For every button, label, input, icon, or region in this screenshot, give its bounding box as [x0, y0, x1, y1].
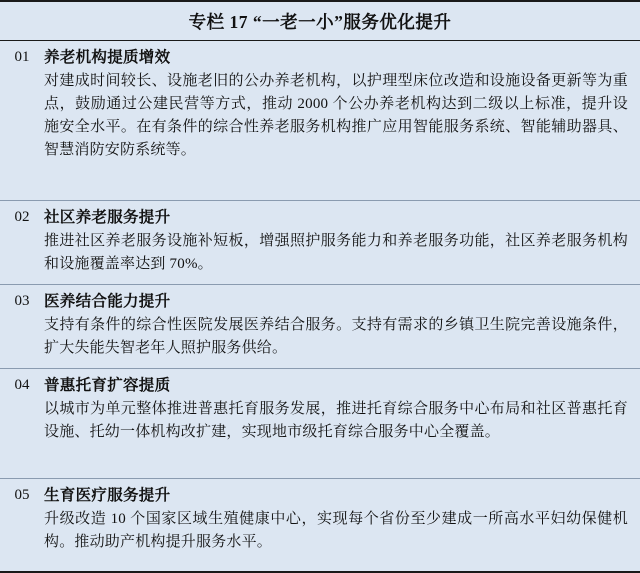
item-title: 医养结合能力提升 [44, 293, 171, 310]
item-title: 普惠托育扩容提质 [44, 377, 171, 394]
item-number: 02 [14, 209, 30, 225]
item-body: 支持有条件的综合性医院发展医养结合服务。支持有需求的乡镇卫生院完善设施条件，扩大失能失智老年人照护服务供给。 [44, 317, 628, 357]
item-list [0, 41, 640, 571]
item-title: 生育医疗服务提升 [44, 487, 171, 504]
list-item [0, 369, 640, 479]
list-item [0, 201, 640, 285]
item-body: 升级改造 10 个国家区域生殖健康中心，实现每个省份至少建成一所高水平妇幼保健机构。推动助产机构提升服务水平。 [44, 511, 628, 551]
item-content [44, 485, 640, 554]
item-content [44, 47, 640, 162]
item-number: 04 [14, 377, 30, 393]
item-body: 以城市为单元整体推进普惠托育服务发展，推进托育综合服务中心布局和社区普惠托育设施、托幼一体机构改扩建，实现地市级托育综合服务中心全覆盖。 [44, 401, 628, 441]
page-title: 专栏 17 “一老一小”服务优化提升 [188, 11, 452, 32]
item-body: 推进社区养老服务设施补短板，增强照护服务能力和养老服务功能，社区养老服务机构和设施覆盖率达到 70%。 [44, 233, 628, 273]
list-item [0, 285, 640, 369]
list-item [0, 41, 640, 201]
item-title: 社区养老服务提升 [44, 209, 171, 226]
box-title-bar [0, 2, 640, 41]
item-number: 01 [14, 49, 30, 65]
item-title: 养老机构提质增效 [44, 49, 171, 66]
item-number: 03 [14, 293, 30, 309]
item-content [44, 291, 640, 360]
item-content [44, 375, 640, 444]
item-content [44, 207, 640, 276]
item-number: 05 [14, 487, 30, 503]
list-item [0, 479, 640, 563]
item-body: 对建成时间较长、设施老旧的公办养老机构，以护理型床位改造和设施设备更新等为重点，鼓励通过公建民营等方式，推动 2000 个公办养老机构达到二级以上标准，提升设施安全水平。在有条件的综合性养老服务机构推广应用智能服务系统、智能辅助器具、智慧消防安防系统等。 [44, 73, 628, 158]
